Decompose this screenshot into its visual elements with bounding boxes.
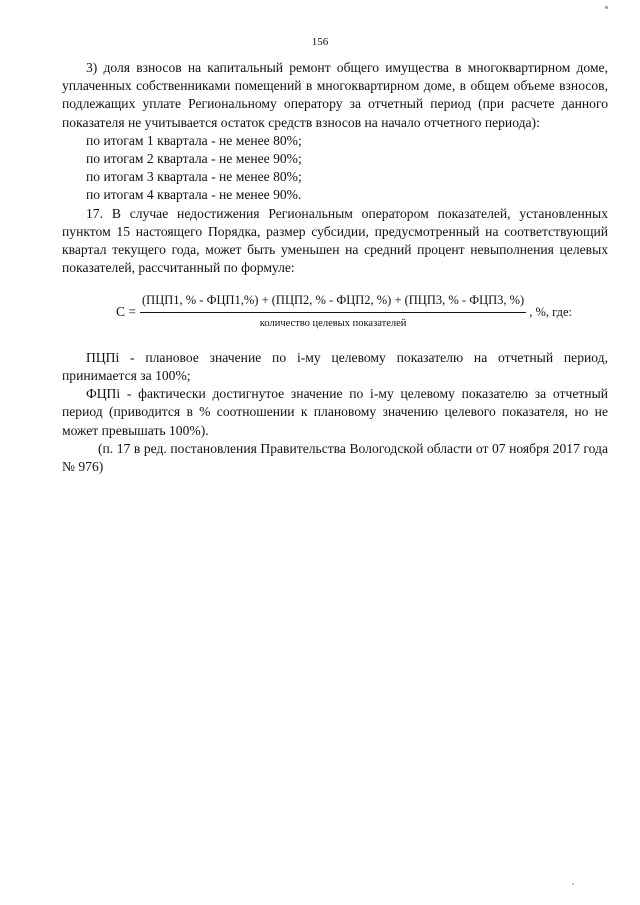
scan-speck: [605, 6, 608, 9]
list-item: по итогам 3 квартала - не менее 80%;: [86, 169, 302, 185]
paragraph-17: 17. В случае недостижения Региональным оператором показателей, установленных пунктом 15 настоящего Порядка, размер субсидии, предусмотренный на соответствующий квартал текущего года, может быть уменьшен на средний процент невыполнения целевых показателей, рассчитанный по формуле:: [62, 205, 608, 276]
formula-lhs: C =: [116, 304, 136, 320]
list-item: по итогам 1 квартала - не менее 80%;: [86, 132, 302, 148]
formula-denominator: количество целевых показателей: [259, 317, 407, 329]
formula-tail: , %, где:: [529, 305, 573, 320]
definition-fcp: ФЦПi - фактически достигнутое значение по i-му целевому показателю за отчетный период (приводится в % соотношении к плановому значению целевого показателя, но не может превышать 100%).: [62, 386, 608, 438]
formula-fraction: [140, 291, 526, 332]
scan-speck: [572, 883, 574, 885]
list-item: по итогам 4 квартала - не менее 90%.: [86, 187, 302, 203]
document-body: [62, 59, 608, 476]
quarter-list: [62, 132, 608, 205]
definition-pcp: ПЦПi - плановое значение по i-му целевому показателю на отчетный период, принимается за 100%;: [62, 349, 608, 384]
paragraph-3: 3) доля взносов на капитальный ремонт общего имущества в многоквартирном доме, уплаченных собственниками помещений в многоквартирном доме, в общем объеме взносов, подлежащих уплате Региональному оператору за отчетный период (при расчете данного показателя не учитывается остаток средств взносов на начало отчетного периода):: [62, 60, 608, 130]
list-item: по итогам 2 квартала - не менее 90%;: [86, 151, 302, 167]
page-number: 156: [311, 36, 329, 48]
subsidy-formula: [62, 291, 608, 332]
amendment-note: (п. 17 в ред. постановления Правительства Вологодской области от 07 ноября 2017 года № 976): [62, 440, 608, 475]
formula-numerator: (ПЦП1, % - ФЦП1,%) + (ПЦП2, % - ФЦП2, %) + (ПЦП3, % - ФЦП3, %): [140, 291, 526, 312]
